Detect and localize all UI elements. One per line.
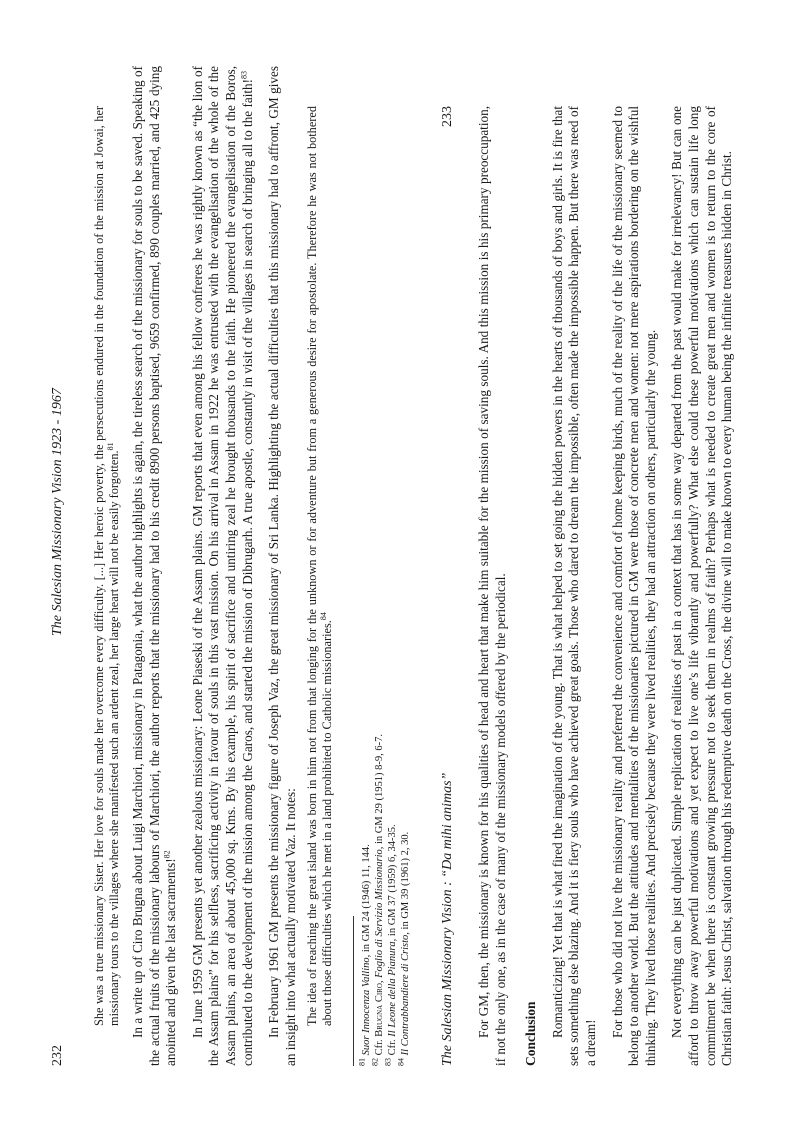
footnote-title: Suor Innocenza Vallino, [361,954,373,1056]
block-quote [92,106,122,1026]
footnote-number: 81 [357,1058,367,1066]
page-number: 232 [50,1045,65,1066]
page-number: 233 [440,106,455,127]
running-head-title: The Salesian Missionary Vision 1923 - 1967 [50,388,65,636]
paragraph-text: In a write up of Ciro Brugna about Luigi Marchiori, missionary in Patagonia, what the author highlights is again, the tireless search of the missionary for souls to be saved. Speaking of the actual fruits of the missionary labours of Marchiori, the author reports that the missionary had to his credit 8900 persons baptised, 9659 confirmed, 890 couples married, and 425 dying anointed and given the last sacraments! [130,66,179,1066]
paragraph: For those who did not live the missionary reality and preferred the convenience and comfort of home keeping birds, much of the reality of the life of the missionary seemed to belong to another world. But the attitudes and mentalities of the missionaries pictured in GM were those of concrete men and women: not mere aspirations bordering on the wishful thinking. They lived those realities. And precisely because they were lived realities, they had an attraction on others, particularly the young. [609,106,658,1066]
footnote-title: Foglio di Servizio Missionario, [374,846,386,981]
left-running-head [50,66,68,1066]
block-quote [305,106,335,1026]
right-running-head [440,106,458,1066]
footnote-number: 82 [370,1058,380,1066]
quote-text: She was a true missionary Sister. Her love for souls made her overcome every difficulty. [...] Her heroic poverty, the persecutions endured in the foundation of the mission at Jowai, her missionary tours to the villages where she manifested such an ardent zeal, her large heart will not be easily forgotten. [92,106,121,1026]
footnotes [357,66,412,1066]
footnote-prefix: Cfr. [374,1036,386,1056]
footnote-ref: 84 [319,612,329,621]
left-page [50,38,412,1088]
paragraph: Romanticizing! Yet that is what fired the imagination of the young. That is what helped to set going the hidden powers in the hearts of thousands of boys and girls. It is fire that sets something else blazing. And it is fiery souls who have achieved great goals. Those who dared to dream the impossible, often made the impossible happen. But there was need of a dream! [549,106,598,1066]
paragraph: For GM, then, the missionary is known for his qualities of head and heart that make him suitable for the mission of saving souls. And this mission is his primary preoccupation, if not the only one, as in the case of many of the missionary models offered by the periodical. [476,106,508,1066]
paragraph-text: In June 1959 GM presents yet another zealous missionary: Leone Piaseski of the Assam plains. GM reports that even among his fellow confreres he was rightly known as “the lion of the Assam plains” for his selfless, sacrificing activity in favour of souls in this vast mission. On his arrival in Assam in 1922 he was entrusted with the evangelisation of the whole of the Assam plains, an area of about 45,000 sq. Kms. By his example, his spirit of sacrifice and untiring zeal he brought thousands to the faith. He pioneered the evangelisation of the Boros, contributed to the development of the mission among the Garos, and started the mission of Dibrugarh. A true apostle, constantly in visit of the villages in search of bringing all to the faith! [189,66,255,1066]
running-head-title: The Salesian Missionary Vision : “Da mihi animas” [440,772,455,1066]
paragraph [130,66,180,1066]
footnote-citation: in GM 37 (1959) 6, 34-35. [387,824,399,939]
paragraph [190,66,256,1066]
footnote-number: 84 [396,1058,406,1066]
footnote-author: Brugna Ciro, [374,980,386,1037]
footnote [357,66,373,1066]
footnote-citation: in GM 39 (1961) 2, 30. [400,831,412,933]
footnote-title: Il Leone della Pianura, [387,938,399,1037]
paragraph-text: In February 1961 GM presents the missionary figure of Joseph Vaz, the great missionary of Sri Lanka. Highlighting the actual difficulties that this missionary had to affront, GM gives an insight into what actually motivated Vaz. It notes: [266,66,298,1066]
footnote-rule [353,916,354,1066]
footnote-prefix: Cfr. [387,1036,399,1056]
footnote-ref: 81 [105,442,115,451]
footnote [383,66,399,1066]
footnote-number: 83 [383,1058,393,1066]
quote-text: The idea of reaching the great island was born in him not from that longing for the unknown or for adventure but from a generous desire for apostolate. Therefore he was not bothered about those difficulties which he met in a land prohibited to Catholic missionaries. [305,106,335,1026]
section-heading: Conclusion [523,1001,539,1066]
footnote-citation: in GM 24 (1946) 11, 144. [361,844,373,955]
paragraph: Not everything can be just duplicated. Simple replication of realities of past in a context that has in some way departed from the past would make for irrelevancy! But can one afford to throw away powerful motivations and yet expect to live one’s life vibrantly and powerfully? What else could these powerful motivations which can sustain life long commitment be when there is constant growing pressure not to seek them in realms of faith? Perhaps what is needed to create great men and women is to return to the core of Christian faith: Jesus Christ, salvation through his redemptive death on the Cross, the divine will to make known to every human being the infinite treasures hidden in Christ. [669,106,735,1066]
right-body [476,106,736,1066]
footnote-ref: 82 [162,850,172,859]
footnote-citation: in GM 29 (1951) 8-9, 6-7. [374,734,386,847]
footnote-title: Il Contrabbandiere di Cristo, [400,932,412,1056]
footnote [370,66,386,1066]
left-body [86,66,412,1066]
footnote [396,66,412,1066]
right-page [440,38,750,1088]
footnote-ref: 83 [239,70,249,79]
paragraph [266,66,299,1066]
